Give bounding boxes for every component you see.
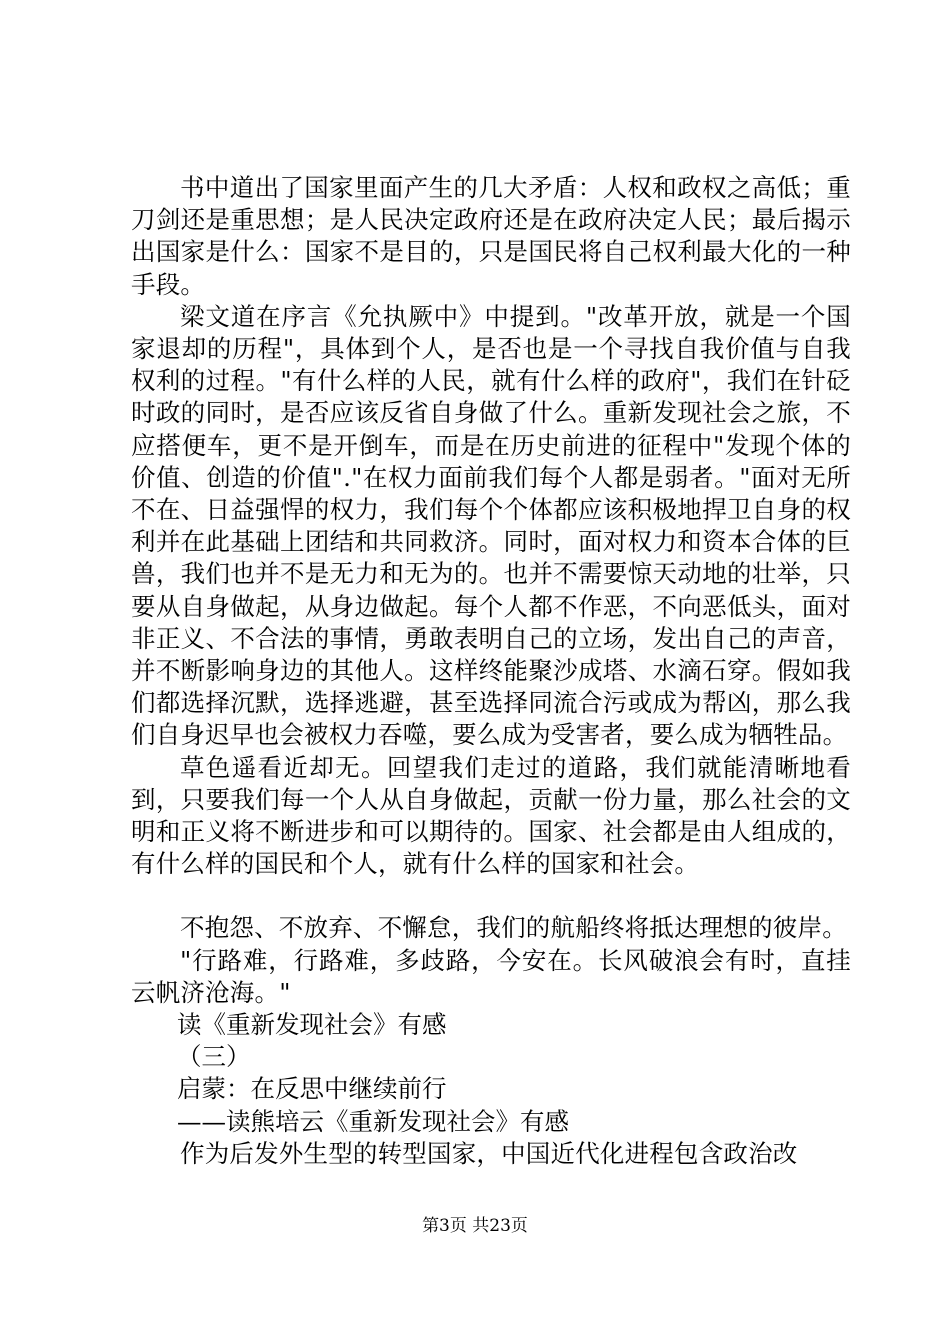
- essay-title: 读《重新发现社会》有感: [177, 1010, 447, 1040]
- blank-line: [131, 880, 851, 912]
- section-number: （三）: [177, 1042, 251, 1072]
- paragraph-modernization: 作为后发外生型的转型国家，中国近代化进程包含政治改: [180, 1138, 798, 1168]
- paragraph-contradictions: 书中道出了国家里面产生的几大矛盾：人权和政权之高低；重刀剑还是重思想；是人民决定政府还是在政府决定人民；最后揭示出国家是什么：国家不是目的，只是国民将自己权利最大化的一种手段。: [131, 173, 851, 299]
- paragraph-looking-back: 草色遥看近却无。回望我们走过的道路，我们就能清晰地看到，只要我们每一个人从自身做起，贡献一份力量，那么社会的文明和正义将不断进步和可以期待的。国家、社会都是由人组成的，有什么样的国民和个人，就有什么样的国家和社会。: [131, 752, 851, 879]
- page-footer: 第3页 共23页: [422, 1216, 528, 1236]
- paragraph-no-complaint: 不抱怨、不放弃、不懈怠，我们的航船终将抵达理想的彼岸。: [180, 913, 847, 943]
- document-body: [131, 172, 851, 1170]
- essay-subheading: ——读熊培云《重新发现社会》有感: [177, 1106, 569, 1136]
- essay-heading: 启蒙：在反思中继续前行: [177, 1074, 447, 1104]
- paragraph-liang-wendao: 梁文道在序言《允执厥中》中提到。"改革开放，就是一个国家退却的历程"，具体到个人，是否也是一个寻找自我价值与自我权利的过程。"有什么样的人民，就有什么样的政府"，我们在针砭时政的同时，是否应该反省自身做了什么。重新发现社会之旅，不应搭便车，更不是开倒车，而是在历史前进的征程中"发现个体的价值、创造的价值"."在权力面前我们每个人都是弱者。"面对无所不在、日益强悍的权力，我们每个个体都应该积极地捍卫自身的权利并在此基础上团结和共同救济。同时，面对权力和资本合体的巨兽，我们也并不是无力和无为的。也并不需要惊天动地的壮举，只要从自身做起，从身边做起。每个人都不作恶，不向恶低头，面对非正义、不合法的事情，勇敢表明自己的立场，发出自己的声音，并不断影响身边的其他人。这样终能聚沙成塔、水滴石穿。假如我们都选择沉默，选择逃避，甚至选择同流合污或成为帮凶，那么我们自身迟早也会被权力吞噬，要么成为受害者，要么成为牺牲品。: [131, 301, 851, 750]
- paragraph-poem-quote: "行路难，行路难，多歧路，今安在。长风破浪会有时，直挂云帆济沧海。": [131, 945, 851, 1007]
